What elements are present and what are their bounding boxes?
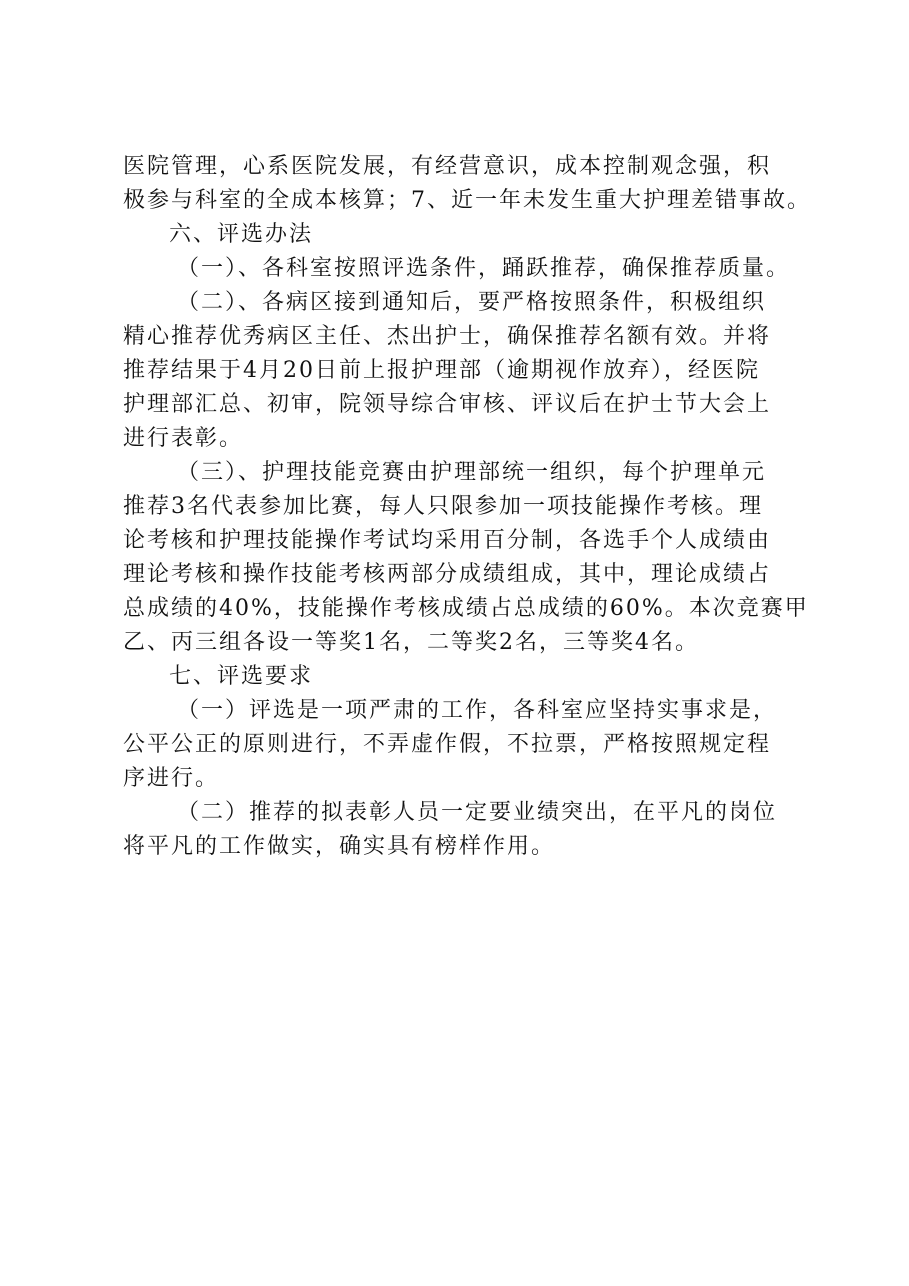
section-heading-evaluation-method: 六、评选办法 <box>169 222 314 247</box>
body-line: 极参与科室的全成本核算；7、近一年未发生重大护理差错事故。 <box>123 188 811 213</box>
body-line: 总成绩的40%，技能操作考核成绩占总成绩的60%。本次竞赛甲 <box>123 596 809 621</box>
body-line: （二）、各病区接到通知后，要严格按照条件，积极组织 <box>177 290 767 315</box>
body-line: 公平公正的原则进行，不弄虚作假，不拉票，严格按照规定程 <box>123 732 772 757</box>
section-heading-evaluation-requirements: 七、评选要求 <box>169 664 314 689</box>
body-line: （一）、各科室按照评选条件，踊跃推荐，确保推荐质量。 <box>177 256 791 281</box>
body-line: （二）推荐的拟表彰人员一定要业绩突出，在平凡的岗位 <box>177 800 778 825</box>
body-line: 将平凡的工作做实，确实具有榜样作用。 <box>123 834 556 859</box>
body-line: 医院管理，心系医院发展，有经营意识，成本控制观念强，积 <box>123 154 772 179</box>
body-line: 精心推荐优秀病区主任、杰出护士，确保推荐名额有效。并将 <box>123 324 772 349</box>
body-line: 理论考核和操作技能考核两部分成绩组成，其中，理论成绩占 <box>123 562 772 587</box>
body-line: 护理部汇总、初审，院领导综合审核、评议后在护士节大会上 <box>123 392 772 417</box>
document-body <box>123 150 813 864</box>
body-line: （三）、护理技能竞赛由护理部统一组织，每个护理单元 <box>177 460 767 485</box>
body-line: 推荐结果于4月20日前上报护理部（逾期视作放弃），经医院 <box>123 358 760 383</box>
body-line: 论考核和护理技能操作考试均采用百分制，各选手个人成绩由 <box>123 528 772 553</box>
body-line: 进行表彰。 <box>123 426 244 451</box>
body-line: 推荐3名代表参加比赛，每人只限参加一项技能操作考核。理 <box>123 494 763 519</box>
body-line: 乙、丙三组各设一等奖1名，二等奖2名，三等奖4名。 <box>123 630 699 655</box>
body-line: 序进行。 <box>123 766 220 791</box>
body-line: （一）评选是一项严肃的工作，各科室应坚持实事求是， <box>177 698 778 723</box>
